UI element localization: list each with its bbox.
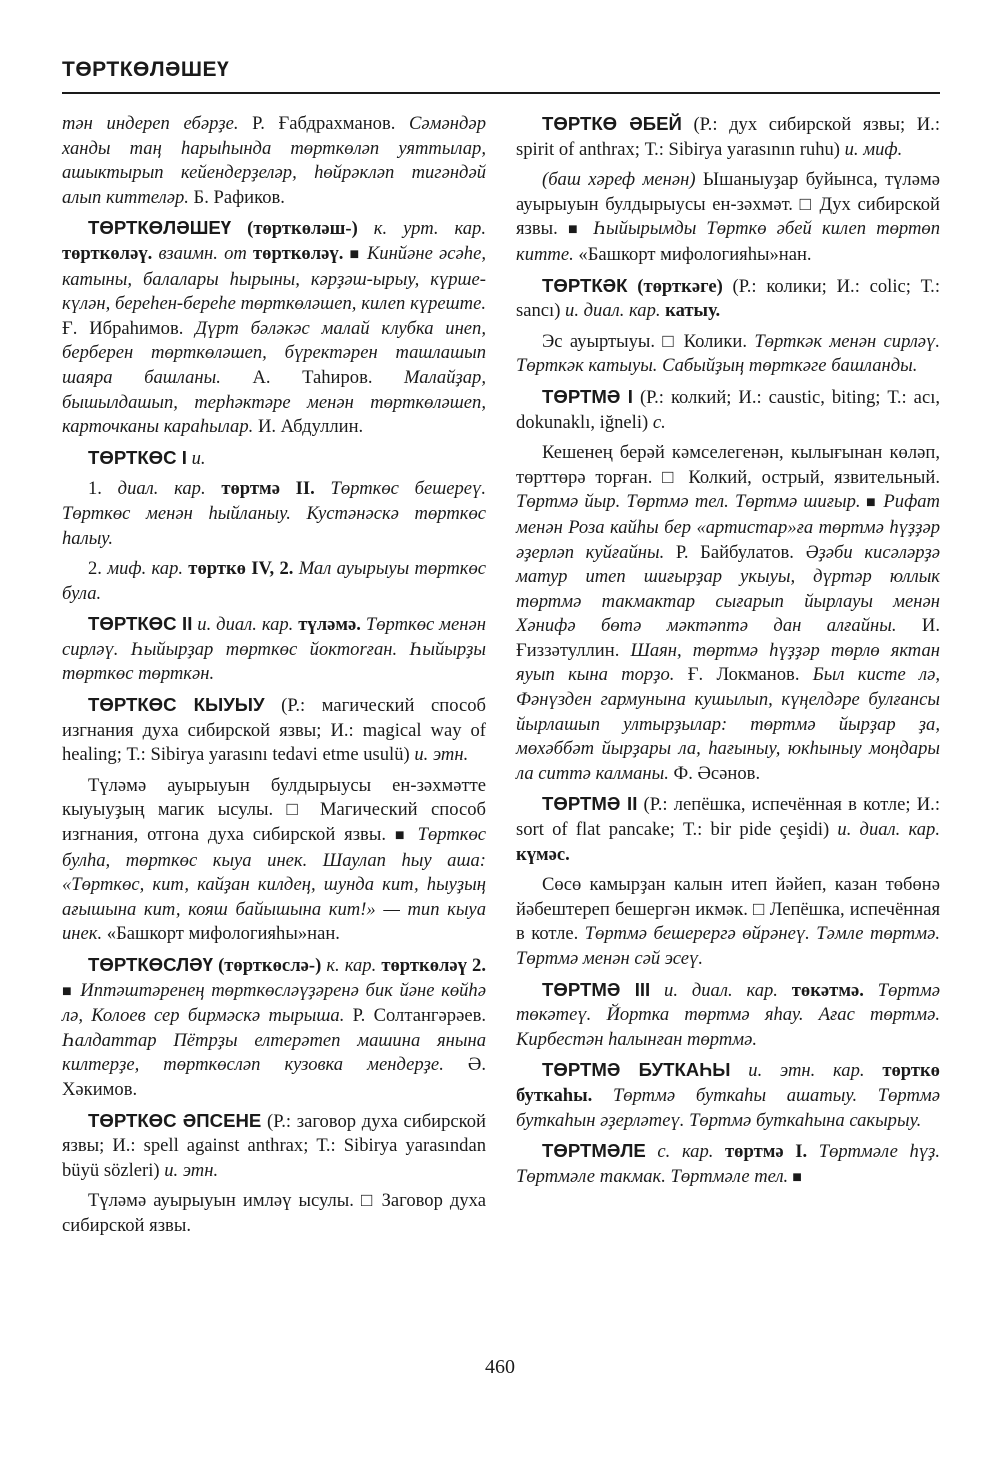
definition xyxy=(516,873,940,971)
example-marker-icon: ■ xyxy=(62,982,74,1000)
example-text: Төртмә буткаһы ашатыу. Төртмә буткаһын әҙерләтеү. Төртмә буткаһына сакырыу. xyxy=(516,1084,941,1131)
grammar-label: и. диал. кар. xyxy=(650,979,778,1001)
example-text: Төртмәле һүҙ. Төртмәле такмак. Төртмәле тел. xyxy=(516,1141,940,1187)
author: И. Ғиззәтуллин. xyxy=(516,615,940,661)
headword: ТӨРТКӨС ӘПСЕНЕ xyxy=(88,1109,262,1131)
sense-number: 1. xyxy=(88,478,118,500)
reference-word: төртмә II. xyxy=(205,478,331,500)
left-column xyxy=(62,112,486,1245)
page-number: 460 xyxy=(485,1356,515,1378)
right-column xyxy=(516,112,940,1196)
headword: ТӨРТКӨСЛӘҮ xyxy=(88,954,213,975)
example-text: Һалдаттар Пётрҙы елтерәтеп машина янына килтерҙе, төрткөсләп кузовка мендерҙе. xyxy=(62,1029,486,1076)
definition xyxy=(62,774,486,947)
stem-form: (төрткөслә-) xyxy=(213,955,327,976)
grammar-label: с. кар. xyxy=(645,1141,714,1163)
example-text: Малайҙар, бышылдашып, терһәктәре менән төрткөләшеп, карточканы караһылар. xyxy=(62,366,486,438)
example-marker-icon: ■ xyxy=(567,221,584,239)
example-text: Сәмәндәр ханды таң һарыһында төрткөләп уяттылар, ашыктырып кейендерҙеләр, һөйрәкләп тигәндәй алып киттеләр. xyxy=(62,113,486,208)
reference-word: катыу. xyxy=(660,300,721,322)
grammar-label: и. миф. xyxy=(844,138,903,160)
translations: (Р.: колкий; И.: caustic, biting; Т.: acı, dokunaklı, iğneli) xyxy=(516,386,941,433)
author: Ә. Хәкимов. xyxy=(62,1054,486,1100)
translations: (Р.: заговор духа сибирской язвы; И.: spell against anthrax; Т.: Sibirya yarasından büyü sözleri) xyxy=(62,1110,487,1181)
definition xyxy=(516,330,940,379)
stem-form: (төрткөләш-) xyxy=(231,218,374,240)
author: И. Абдуллин. xyxy=(253,416,364,438)
grammar-label: диал. кар. xyxy=(117,478,206,500)
definition xyxy=(516,168,940,267)
reference-word: төртмә I. xyxy=(713,1141,819,1163)
grammar-label: к. кар. xyxy=(326,955,377,976)
sense-number: 2. xyxy=(88,558,108,580)
stem-form: (төрткәге) xyxy=(627,275,733,297)
entry-continuation xyxy=(62,112,486,210)
grammar-label: с. xyxy=(652,411,666,433)
translations: (Р.: лепёшка, испечённая в котле; И.: sort of flat pancake; Т.: bir pide çeşidi) xyxy=(516,794,940,841)
headword: ТӨРТКӘК xyxy=(542,274,628,296)
definition-text: Кешенең берәй кәмселегенән, кылығынан көләп, төрттөрә торған. □ Колкий, острый, язвительный. xyxy=(516,442,940,488)
example-text: Әҙәби кисәләрҙә матур итеп шиғырҙар укыуы, дүртәр юллык төртмә такмактар сығарып йырлауы менән Хәнифә бөтә мәктәптә дан алғайны. xyxy=(516,541,940,637)
entry xyxy=(516,112,940,162)
author: А. Таһиров. xyxy=(220,366,405,388)
source: «Башкорт мифологияһы»нан. xyxy=(102,923,340,945)
definition-text: Ышаныуҙар буйынса, түләмә ауырыуын булдырыусы ен-зәхмәт. □ Дух сибирской язвы. xyxy=(516,169,940,240)
example-text: Мал ауырыуы төрткөс була. xyxy=(62,558,486,604)
reference-word: күмәс. xyxy=(516,843,570,865)
grammar-label: к. урт. кар. xyxy=(373,218,486,240)
reference-word: төкәтмә. xyxy=(777,979,878,1001)
headword: ТӨРТМӘ III xyxy=(542,978,651,1000)
sense xyxy=(62,477,486,551)
headword: ТӨРТМӘ БУТКАҺЫ xyxy=(542,1059,731,1081)
entry xyxy=(516,1139,940,1190)
grammar-label: и. этн. xyxy=(414,744,469,766)
example-text: тән индереп ебәрҙе. xyxy=(62,113,239,134)
grammar-label: и. диал. кар. xyxy=(837,819,940,841)
entry xyxy=(516,978,940,1053)
example-text: Иптәштәренең төрткөсләүҙәренә бик йәне көйһә лә, Колоев сер бирмәскә тырыша. xyxy=(62,979,486,1027)
reference-word: төрткөләү. xyxy=(246,242,350,264)
headword: ТӨРТКӨС II xyxy=(88,613,193,635)
author: Ғ. Локманов. xyxy=(674,664,813,686)
example-text: Төртмә төкәтеү. Йортка төртмә яһау. Ағас төртмә. Кирбестән һалынған төртмә. xyxy=(516,979,940,1050)
headword: ТӨРТМӘЛЕ xyxy=(542,1140,646,1162)
grammar-label: миф. кар. xyxy=(107,558,184,580)
source: «Башкорт мифологияһы»нан. xyxy=(573,243,812,265)
example-text: Төрткәк менән сирләү. Төрткәк катыуы. Сабыйҙың төрткәге башланды. xyxy=(516,330,941,377)
headword: ТӨРТКӨ ӘБЕЙ xyxy=(542,113,682,134)
example-text: Кинйәне әсәһе, катыны, балалары һырыны, кәрҙәш-ырыу, күрше-күлән, береһен-береһе төрткөләшеп, килеп күреште. xyxy=(62,242,486,315)
entry xyxy=(516,385,940,435)
example-text: Рифат менән Роза кайһы бер «артистар»ға төртмә һүҙҙәр әҙерләп куйғайны. xyxy=(516,491,940,563)
definition-text: Түләмә ауырыуын имләү ысулы. □ Заговор духа сибирской язвы. xyxy=(62,1190,486,1236)
headword: ТӨРТКӨС КЫУЫУ xyxy=(88,694,265,716)
author: Б. Рафиков. xyxy=(188,186,285,208)
usage-note: (баш хәреф менән) xyxy=(542,169,696,191)
header-rule xyxy=(62,92,940,94)
headword: ТӨРТКӨЛӘШЕҮ xyxy=(88,217,232,239)
entry xyxy=(516,274,940,324)
entry xyxy=(62,612,486,687)
grammar-label: и. этн. кар. xyxy=(730,1060,865,1082)
headword: ТӨРТКӨС I xyxy=(88,446,187,468)
entry xyxy=(62,446,486,472)
reference-word: түләмә. xyxy=(293,614,366,636)
author: Р. Солтангәрәев. xyxy=(344,1005,487,1027)
reference-word: төрткө буткаһы. xyxy=(516,1060,940,1106)
example-text: Төрткөс менән сирләү. Һыйырҙар төрткөс йоктorған. Һыйырҙы төрткөс төрткән. xyxy=(62,614,486,685)
running-head: ТӨРТКӨЛӘШЕҮ xyxy=(62,58,230,81)
entry xyxy=(62,953,486,1103)
example-text: Дүрт бәләкәс малай клубка инеп, берберен төрткөләшеп, бүректәрен ташлашып шаяра башланы. xyxy=(62,317,487,388)
sense xyxy=(62,557,486,606)
example-marker-icon: ■ xyxy=(349,245,361,263)
entry xyxy=(62,1109,486,1184)
grammar-label: и. диал. кар. xyxy=(192,614,294,636)
author: Р. Байбулатов. xyxy=(664,541,806,563)
example-marker-icon: ■ xyxy=(860,494,878,512)
headword: ТӨРТМӘ I xyxy=(542,385,633,407)
definition xyxy=(516,441,940,786)
grammar-label: взаимн. от xyxy=(158,242,247,264)
example-text: Төрткөс бешереү. Төрткөс менән һыйланыу. Кустәнәскә төрткөс һалыу. xyxy=(62,478,486,549)
example-text: Һыйырымды Төрткө әбей килеп төртөп китте. xyxy=(516,218,940,265)
grammar-label: и. диал. кар. xyxy=(565,300,661,322)
translations: (Р.: магический способ изгнания духа сибирской язвы; И.: magical way of healing; Т.: Sibirya yarasını tedavi etme usulü) xyxy=(62,695,486,766)
entry xyxy=(516,792,940,867)
example-marker-icon: ■ xyxy=(394,827,409,845)
grammar-label: и. xyxy=(186,447,206,469)
entry xyxy=(516,1058,940,1133)
author: Ф. Әсәнов. xyxy=(668,762,761,784)
entry xyxy=(62,216,486,439)
reference-word: төрткөләү 2. xyxy=(376,955,486,976)
translations: (Р.: дух сибирской язвы; И.: spirit of anthrax; Т.: Sibirya yarasının ruhu) xyxy=(516,114,940,160)
author: Ғ. Ибраһимов. xyxy=(62,317,196,339)
definition xyxy=(62,1189,486,1238)
example-text: Шаян, төртмә һүҙҙәр төрлө яктан яуып кына торҙо. xyxy=(516,639,940,686)
grammar-label: и. этн. xyxy=(164,1159,219,1181)
definition-text: Эс ауыртыуы. □ Колики. xyxy=(542,330,755,352)
headword: ТӨРТМӘ II xyxy=(542,793,638,815)
example-text: Төртмә йыр. Төртмә тел. Төртмә шиғыр. xyxy=(516,491,861,513)
translations: (Р.: колики; И.: colic; Т.: sancı) xyxy=(516,275,940,322)
example-marker-icon: ■ xyxy=(788,1168,802,1186)
author: Р. Ғабдрахманов. xyxy=(238,113,410,134)
reference-word: төрткөләү. xyxy=(62,242,159,264)
example-text: Был кисте лә, Фәнүзден гармунына кушылып, күңелдәре булғансы йырлашып ултырҙылар: төртмә йырҙар ҙа, мөхәббәт йырҙары ла, һағыныу, юкһыныу моңдары ла ситтә калманы. xyxy=(516,664,941,784)
example-text: Төртмә бешерергә өйрәнеү. Тәмле төртмә. Төртмә менән сәй эсеү. xyxy=(516,923,941,969)
example-text: Төрткөс булһа, төрткөс кыуа инек. Шаулап һыу аша: «Төрткөс, кит, кайҙан килдең, шунда кит, һыуҙың ағышына кит, кояш байышына кит!» — тип кыуа инек. xyxy=(62,824,486,945)
entry xyxy=(62,693,486,768)
definition-text: Түләмә ауырыуын булдырыусы ен-зәхмәтте кыуыуҙың магик ысулы. □ Магический способ изгнания, отгона духа сибирской язвы. xyxy=(62,774,486,846)
definition-text: Сөсө камырҙан калын итеп йәйеп, казан төбөнә йәбештереп бешергән икмәк. □ Лепёшка, испечённая в котле. xyxy=(516,874,940,945)
reference-word: төрткө IV, 2. xyxy=(183,558,299,580)
